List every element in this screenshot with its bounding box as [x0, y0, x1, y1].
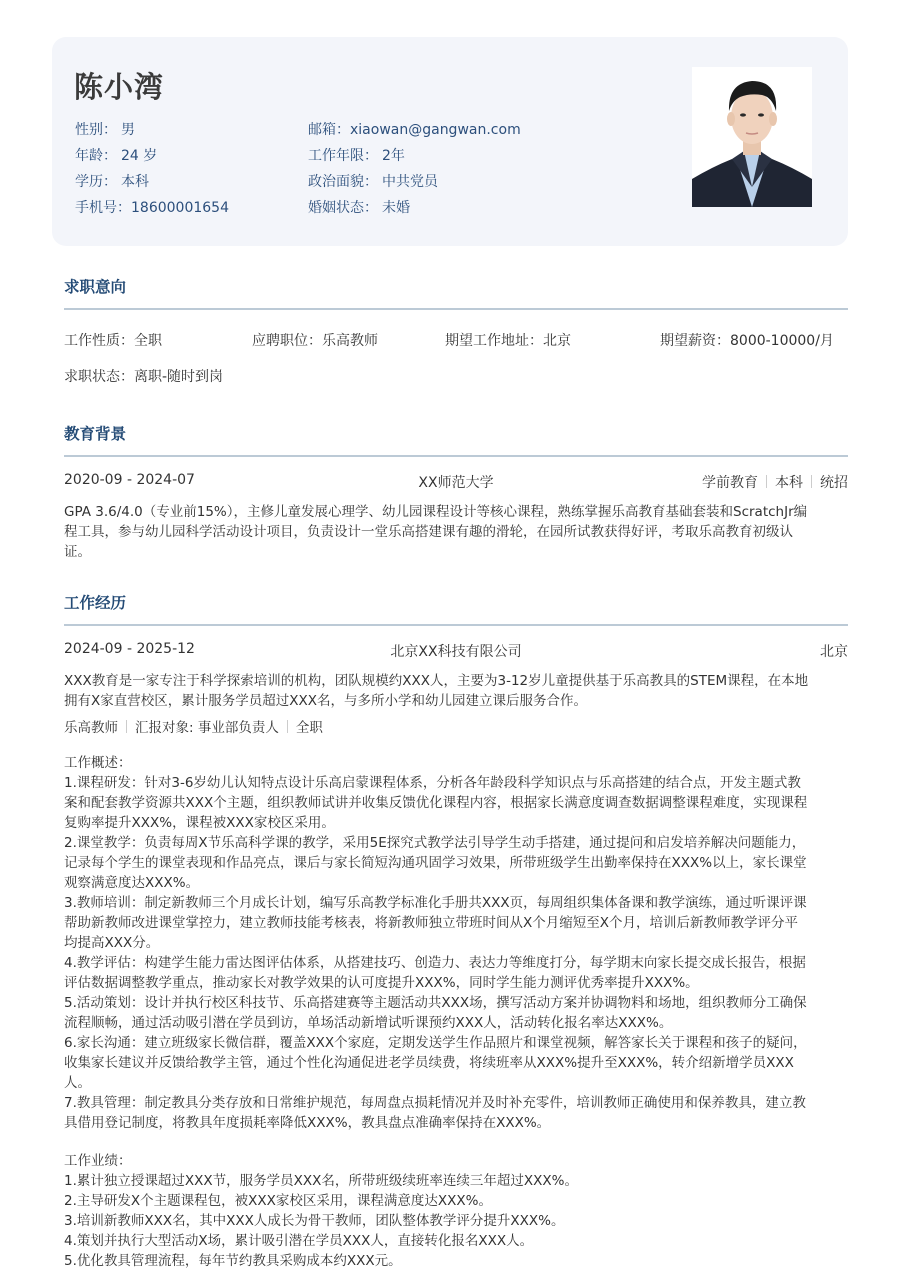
work-location: 北京 — [820, 644, 848, 660]
text-line: 1.课程研发：针对3-6岁幼儿认知特点设计乐高启蒙课程体系，分析各年龄段科学知识点与乐高搭建的结合点，开发主题式教 — [64, 775, 801, 791]
text-line: 评估数据调整教学重点，推动家长对教学效果的认可度提升XXX%，同时学生能力测评优秀率提升XXX%。 — [64, 975, 699, 991]
text-line: 4.策划并执行大型活动X场，累计吸引潜在学员XXX人，直接转化报名XXX人。 — [64, 1233, 534, 1249]
education-description — [64, 502, 848, 562]
info-label: 手机号： — [75, 200, 131, 216]
tag-separator — [766, 475, 767, 488]
text-line: 观察满意度达XXX%。 — [64, 875, 200, 891]
info-value: 男 — [121, 122, 135, 138]
profile-photo — [692, 67, 812, 207]
tag-enrollment: 统招 — [820, 475, 848, 491]
work-header-row — [64, 641, 848, 661]
intent-value: 乐高教师 — [322, 333, 378, 349]
text-line: 复购率提升XXX%，课程被XXX家校区采用。 — [64, 815, 335, 831]
info-label: 年龄： — [75, 148, 117, 164]
section-title: 求职意向 — [64, 278, 127, 296]
tag-separator — [126, 720, 127, 733]
info-value: 18600001654 — [131, 200, 229, 216]
work-date: 2024-09 - 2025-12 — [64, 641, 195, 657]
tag-major: 学前教育 — [702, 475, 758, 491]
info-work-years — [308, 146, 521, 172]
achievements-title: 工作业绩： — [64, 1153, 132, 1169]
education-date: 2020-09 - 2024-07 — [64, 472, 195, 488]
basic-info-right — [308, 120, 521, 224]
info-value: 中共党员 — [382, 174, 438, 190]
info-value: 本科 — [121, 174, 149, 190]
info-label: 学历： — [75, 174, 117, 190]
work-overview — [64, 753, 848, 1133]
info-email — [308, 120, 521, 146]
text-line: 收集家长建议并反馈给教学主管，通过个性化沟通促进老学员续费，将续班率从XXX%提升至XXX%，转介绍新增学员XXX — [64, 1055, 794, 1071]
intent-label: 期望工作地址： — [445, 333, 543, 349]
info-education — [75, 172, 229, 198]
work-achievements — [64, 1151, 848, 1271]
text-line: 5.活动策划：设计并执行校区科技节、乐高搭建赛等主题活动共XXX场，撰写活动方案并协调物料和场地，组织教师分工确保 — [64, 995, 807, 1011]
text-line: 人。 — [64, 1075, 91, 1091]
intent-value: 全职 — [134, 333, 162, 349]
section-work-experience — [64, 592, 848, 1275]
section-title: 工作经历 — [64, 594, 127, 612]
section-title: 教育背景 — [64, 425, 127, 443]
education-tags — [702, 472, 848, 492]
intent-label: 应聘职位： — [252, 333, 322, 349]
basic-info-left — [75, 120, 229, 224]
text-line: 证。 — [64, 544, 91, 560]
text-line: 2.课堂教学：负责每周X节乐高科学课的教学，采用5E探究式教学法引导学生动手搭建，通过提问和启发培养解决问题能力， — [64, 835, 806, 851]
intent-position — [252, 330, 378, 350]
text-line: XXX教育是一家专注于科学探索培训的机构，团队规模约XXX人，主要为3-12岁儿童提供基于乐高教具的STEM课程，在本地 — [64, 673, 809, 689]
text-line: 具借用登记制度，将教具年度损耗率降低XXX%，教具盘点准确率保持在XXX%。 — [64, 1115, 551, 1131]
text-line: 3.教师培训：制定新教师三个月成长计划，编写乐高教学标准化手册共XXX页，每周组织集体备课和教学演练，通过听课评课 — [64, 895, 807, 911]
work-tags — [64, 718, 848, 738]
info-gender — [75, 120, 229, 146]
intent-status — [64, 366, 223, 386]
company-intro — [64, 671, 848, 711]
section-divider — [64, 308, 848, 310]
tag-role: 乐高教师 — [64, 720, 118, 736]
text-line: 程工具，参与幼儿园科学活动设计项目，负责设计一堂乐高搭建课有趣的滑轮，在园所试教获得好评，考取乐高教育初级认 — [64, 524, 793, 540]
overview-title: 工作概述： — [64, 755, 132, 771]
section-education — [64, 423, 848, 563]
tag-separator — [287, 720, 288, 733]
tag-degree: 本科 — [775, 475, 803, 491]
intent-value: 离职-随时到岗 — [134, 369, 224, 385]
tag-work-type: 全职 — [295, 720, 323, 736]
info-value: 2年 — [382, 148, 405, 164]
intent-label: 期望薪资： — [660, 333, 730, 349]
tag-separator — [811, 475, 812, 488]
text-line: 4.教学评估：构建学生能力雷达图评估体系，从搭建技巧、创造力、表达力等维度打分，每学期末向家长提交成长报告，根据 — [64, 955, 806, 971]
section-job-intent — [64, 276, 848, 386]
info-value: xiaowan@gangwan.com — [350, 122, 521, 138]
text-line: 1.累计独立授课超过XXX节，服务学员XXX名，所带班级续班率连续三年超过XXX%。 — [64, 1173, 578, 1189]
text-line: 7.教具管理：制定教具分类存放和日常维护规范，每周盘点损耗情况并及时补充零件，培训教师正确使用和保养教具，建立教 — [64, 1095, 806, 1111]
tag-report-to: 汇报对象: 事业部负责人 — [135, 720, 279, 736]
intent-value: 北京 — [543, 333, 571, 349]
text-line: 记录每个学生的课堂表现和作品亮点，课后与家长简短沟通巩固学习效果，所带班级学生出勤率保持在XXX%以上，家长课堂 — [64, 855, 807, 871]
intent-value: 8000-10000/月 — [730, 333, 834, 349]
info-marital-status — [308, 198, 521, 224]
candidate-name: 陈小湾 — [74, 70, 165, 104]
info-label: 邮箱： — [308, 122, 350, 138]
info-label: 政治面貌： — [308, 174, 378, 190]
intent-work-type — [64, 330, 162, 350]
text-line: 2.主导研发X个主题课程包，被XXX家校区采用，课程满意度达XXX%。 — [64, 1193, 492, 1209]
text-line: 3.培训新教师XXX名，其中XXX人成长为骨干教师，团队整体教学评分提升XXX%。 — [64, 1213, 565, 1229]
info-label: 性别： — [75, 122, 117, 138]
intent-label: 工作性质： — [64, 333, 134, 349]
text-line: 帮助新教师改进课堂掌控力，建立教师技能考核表，将新教师独立带班时间从X个月缩短至X个月，培训后新教师教学评分平 — [64, 915, 798, 931]
text-line: 流程顺畅，通过活动吸引潜在学员到访，单场活动新增试听课预约XXX人，活动转化报名率达XXX%。 — [64, 1015, 673, 1031]
text-line: 6.家长沟通：建立班级家长微信群，覆盖XXX个家庭，定期发送学生作品照片和课堂视频，解答家长关于课程和孩子的疑问， — [64, 1035, 807, 1051]
profile-header-card — [52, 37, 848, 246]
info-age — [75, 146, 229, 172]
info-label: 婚姻状态： — [308, 200, 378, 216]
text-line: 5.优化教具管理流程，每年节约教具采购成本约XXX元。 — [64, 1253, 402, 1269]
section-divider — [64, 455, 848, 457]
work-company: 北京XX科技有限公司 — [390, 644, 522, 660]
intent-salary — [660, 330, 834, 350]
info-value: 未婚 — [382, 200, 410, 216]
info-political-status — [308, 172, 521, 198]
info-label: 工作年限： — [308, 148, 378, 164]
text-line: GPA 3.6/4.0（专业前15%），主修儿童发展心理学、幼儿园课程设计等核心课程，熟练掌握乐高教育基础套装和ScratchJr编 — [64, 504, 808, 520]
info-phone — [75, 198, 229, 224]
text-line: 拥有X家直营校区，累计服务学员超过XXX名，与多所小学和幼儿园建立课后服务合作。 — [64, 693, 587, 709]
text-line: 均提高XXX分。 — [64, 935, 160, 951]
section-divider — [64, 624, 848, 626]
text-line: 案和配套教学资源共XXX个主题，组织教师试讲并收集反馈优化课程内容，根据家长满意度调查数据调整课程难度，实现课程 — [64, 795, 808, 811]
intent-label: 求职状态： — [64, 369, 134, 385]
person-portrait-icon — [692, 67, 812, 207]
intent-location — [445, 330, 571, 350]
education-header-row — [64, 472, 848, 492]
info-value: 24 岁 — [121, 148, 158, 164]
education-school: XX师范大学 — [418, 475, 494, 491]
